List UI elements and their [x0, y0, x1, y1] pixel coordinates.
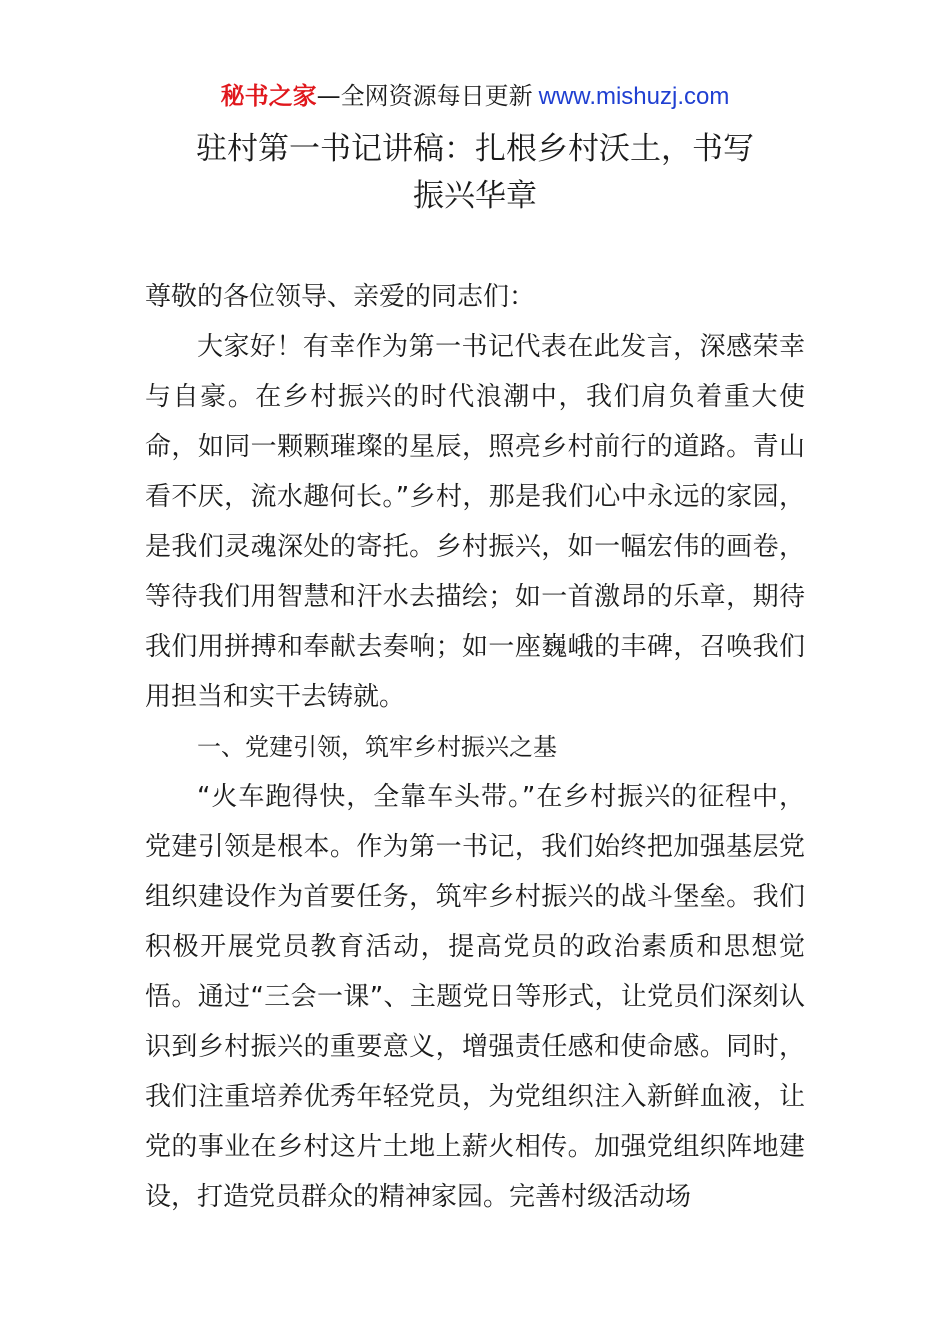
document-body	[145, 272, 805, 1222]
site-brand: 秘书之家	[220, 82, 317, 110]
salutation: 尊敬的各位领导、亲爱的同志们：	[145, 282, 536, 312]
site-header	[0, 80, 950, 113]
site-tagline: —全网资源每日更新	[316, 82, 533, 110]
site-url-link[interactable]: www.mishuzj.com	[538, 83, 730, 110]
title-line-1: 驻村第一书记讲稿：扎根乡村沃土，书写	[196, 131, 754, 167]
document-title	[145, 126, 805, 220]
section-heading: 一、党建引领，筑牢乡村振兴之基	[197, 733, 557, 761]
title-line-2: 振兴华章	[413, 178, 537, 214]
paragraph-intro: 大家好！有幸作为第一书记代表在此发言，深感荣幸与自豪。在乡村振兴的时代浪潮中，我们肩负着重大使命，如同一颗颗璀璨的星辰，照亮乡村前行的道路。青山看不厌，流水趣何长。”乡村，那是我们心中永远的家园，是我们灵魂深处的寄托。乡村振兴，如一幅宏伟的画卷，等待我们用智慧和汗水去描绘；如一首激昂的乐章，期待我们用拼搏和奉献去奏响；如一座巍峨的丰碑，召唤我们用担当和实干去铸就。	[145, 332, 805, 712]
paragraph-party-building: “火车跑得快，全靠车头带。”在乡村振兴的征程中，党建引领是根本。作为第一书记，我们始终把加强基层党组织建设作为首要任务，筑牢乡村振兴的战斗堡垒。我们积极开展党员教育活动，提高党员的政治素质和思想觉悟。通过“三会一课”、主题党日等形式，让党员们深刻认识到乡村振兴的重要意义，增强责任感和使命感。同时，我们注重培养优秀年轻党员，为党组织注入新鲜血液，让党的事业在乡村这片土地上薪火相传。加强党组织阵地建设，打造党员群众的精神家园。完善村级活动场	[145, 782, 805, 1212]
